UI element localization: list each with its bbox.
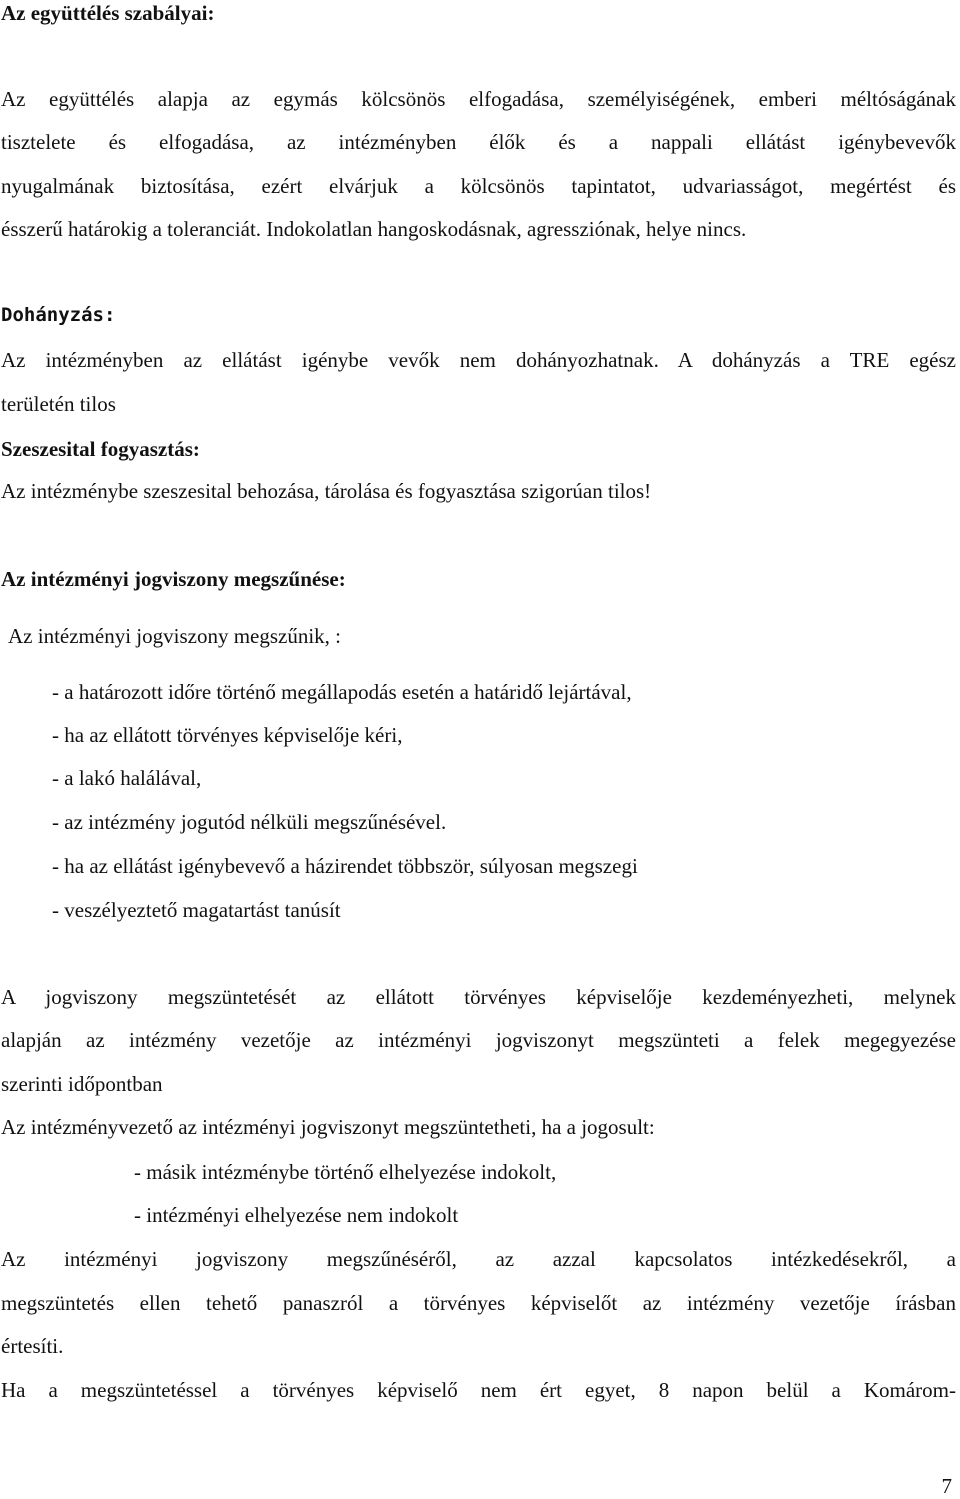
termination-paragraph-line-1: A jogviszony megszüntetését az ellátott törvényes képviselője kezdeményezheti, melynek: [1, 985, 956, 1009]
manager-termination-line: Az intézményvezető az intézményi jogviszonyt megszüntetheti, ha a jogosult:: [1, 1115, 655, 1139]
termination-intro: Az intézményi jogviszony megszűnik, :: [8, 624, 342, 648]
termination-item-2: - ha az ellátott törvényes képviselője kéri,: [52, 723, 403, 747]
notice-line-1: Az intézményi jogviszony megszűnéséről, az azzal kapcsolatos intézkedésekről, a: [1, 1247, 956, 1271]
alcohol-line: Az intézménybe szeszesital behozása, tárolása és fogyasztása szigorúan tilos!: [1, 479, 652, 503]
termination-paragraph-line-2: alapján az intézmény vezetője az intézményi jogviszonyt megszünteti a felek megegyezése: [1, 1028, 956, 1052]
coexistence-line-4: ésszerű határokig a toleranciát. Indokolatlan hangoskodásnak, agressziónak, helye nincs.: [1, 217, 747, 241]
termination-item-5: - ha az ellátást igénybevevő a házirendet többször, súlyosan megszegi: [52, 854, 638, 878]
coexistence-line-2: tisztelete és elfogadása, az intézményben élők és a nappali ellátást igénybevevők: [1, 130, 956, 154]
termination-item-1: - a határozott időre történő megállapodás esetén a határidő lejártával,: [52, 680, 632, 704]
page-number: 7: [941, 1474, 952, 1498]
termination-heading: Az intézményi jogviszony megszűnése:: [1, 567, 346, 591]
coexistence-line-1: Az együttélés alapja az egymás kölcsönös elfogadása, személyiségének, emberi méltóságának: [1, 87, 956, 111]
coexistence-heading: Az együttélés szabályai:: [1, 1, 215, 25]
termination-paragraph-line-3: szerinti időpontban: [1, 1072, 163, 1096]
notice-line-2: megszüntetés ellen tehető panaszról a törvényes képviselőt az intézmény vezetője írásban: [1, 1291, 956, 1315]
smoking-line-1: Az intézményben az ellátást igénybe vevők nem dohányozhatnak. A dohányzás a TRE egész: [1, 348, 956, 372]
last-line: Ha a megszüntetéssel a törvényes képviselő nem ért egyet, 8 napon belül a Komárom-: [1, 1378, 956, 1402]
manager-item-1: - másik intézménybe történő elhelyezése indokolt,: [134, 1160, 557, 1184]
termination-item-4: - az intézmény jogutód nélküli megszűnésével.: [52, 810, 447, 834]
alcohol-heading: Szeszesital fogyasztás:: [1, 437, 200, 461]
coexistence-line-3: nyugalmának biztosítása, ezért elvárjuk a kölcsönös tapintatot, udvariasságot, megértést és: [1, 174, 956, 198]
termination-item-3: - a lakó halálával,: [52, 766, 202, 790]
smoking-heading: Dohányzás:: [1, 304, 116, 326]
smoking-line-2: területén tilos: [1, 392, 116, 416]
notice-line-3: értesíti.: [1, 1334, 64, 1358]
termination-item-6: - veszélyeztető magatartást tanúsít: [52, 898, 341, 922]
manager-item-2: - intézményi elhelyezése nem indokolt: [134, 1203, 459, 1227]
